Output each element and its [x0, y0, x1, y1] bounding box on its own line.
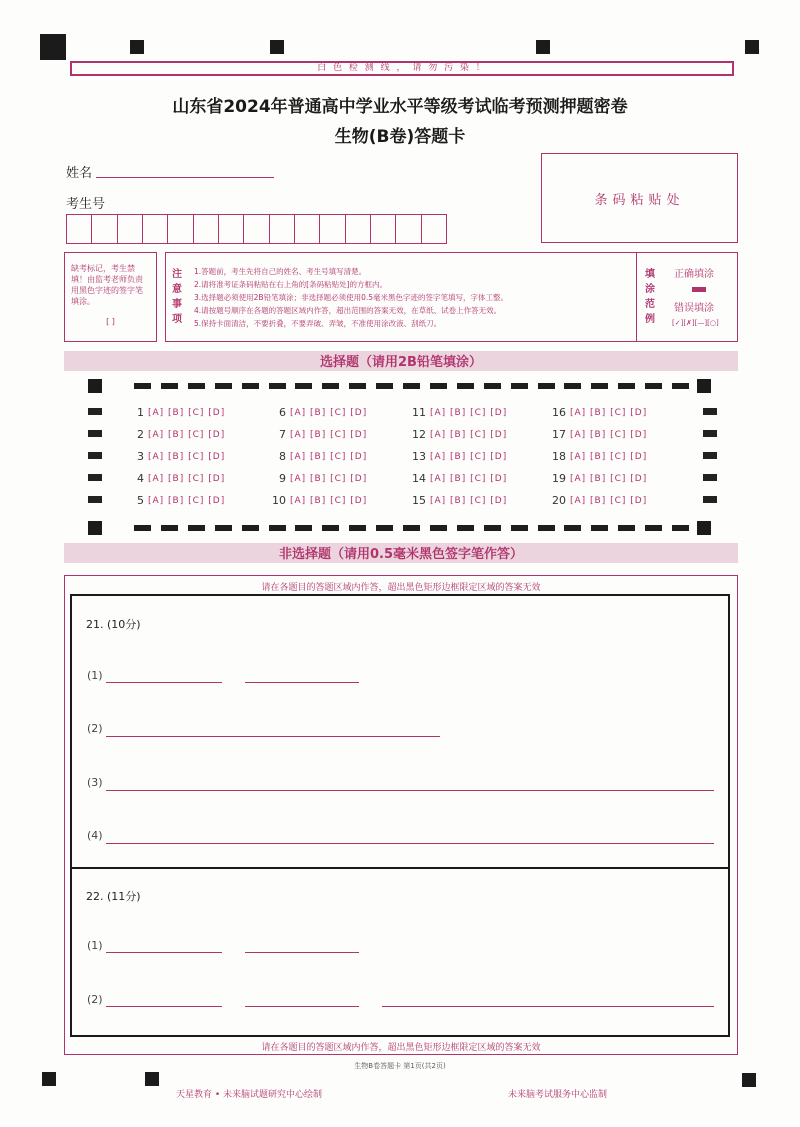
- notice-item: 1.答题前，考生先将自己的姓名、考生号填写清楚。: [194, 267, 367, 276]
- timing-dash: [430, 383, 447, 389]
- mc-question-number: 9: [279, 472, 286, 485]
- q21-part-4-label: (4): [87, 829, 103, 842]
- corner-mark-bottom-left: [42, 1072, 56, 1086]
- mc-answer-options[interactable]: [A] [B] [C] [D]: [290, 496, 368, 506]
- notice-title-char: 事: [172, 299, 182, 310]
- row-timing-mark: [703, 496, 717, 503]
- timing-dash: [134, 525, 151, 531]
- timing-dash: [215, 525, 232, 531]
- row-timing-mark: [88, 496, 102, 503]
- mc-question-number: 2: [137, 428, 144, 441]
- timing-dash: [295, 383, 312, 389]
- mc-answer-options[interactable]: [A] [B] [C] [D]: [430, 496, 508, 506]
- timing-dash: [591, 525, 608, 531]
- row-timing-mark: [88, 452, 102, 459]
- id-cell[interactable]: [295, 215, 320, 243]
- nonmc-section-header: [64, 543, 738, 563]
- timing-dash: [457, 525, 474, 531]
- timing-dash: [618, 525, 635, 531]
- mc-answer-options[interactable]: [A] [B] [C] [D]: [570, 452, 648, 462]
- id-cell[interactable]: [168, 215, 193, 243]
- timing-dash: [269, 525, 286, 531]
- absent-instructions: 缺考标记，考生禁填！由监考老师负责用黑色字迹的签字笔填涂。: [71, 264, 143, 306]
- fill-title-char: 涂: [645, 284, 655, 295]
- timing-dash: [564, 383, 581, 389]
- mc-question-number: 13: [412, 450, 426, 463]
- timing-dash: [269, 383, 286, 389]
- mc-section-title: 选择题（请用2B铅笔填涂）: [320, 355, 482, 370]
- timing-dash: [322, 383, 339, 389]
- id-cell[interactable]: [346, 215, 371, 243]
- mc-question-number: 8: [279, 450, 286, 463]
- absent-mark-box: [64, 252, 157, 342]
- timing-dash: [161, 383, 178, 389]
- mc-answer-options[interactable]: [A] [B] [C] [D]: [430, 452, 508, 462]
- id-cell[interactable]: [118, 215, 143, 243]
- notice-item: 3.选择题必须使用2B铅笔填涂；非选择题必须使用0.5毫米黑色字迹的签字笔填写，字体工整。: [194, 293, 508, 302]
- timing-dash: [322, 525, 339, 531]
- footer-left-credit: 天星教育 • 未来脑试题研究中心绘制: [176, 1090, 323, 1100]
- timing-block: [697, 521, 711, 535]
- notice-title-char: 注: [172, 269, 182, 280]
- mc-answer-options[interactable]: [A] [B] [C] [D]: [290, 430, 368, 440]
- q21-part-2-blank[interactable]: [106, 736, 440, 737]
- q21-part-3-blank[interactable]: [106, 790, 714, 791]
- id-cell[interactable]: [67, 215, 92, 243]
- notice-item: 4.请按题号顺序在各题的答题区域内作答，超出范围的答案无效，在草纸、试卷上作答无效。: [194, 306, 502, 315]
- timing-dash: [618, 383, 635, 389]
- timing-dash: [511, 383, 528, 389]
- notice-title-char: 意: [172, 284, 182, 295]
- notice-list: [194, 265, 634, 330]
- timing-dash: [215, 383, 232, 389]
- mc-answer-options[interactable]: [A] [B] [C] [D]: [570, 408, 648, 418]
- timing-dash: [161, 525, 178, 531]
- student-id-grid[interactable]: [66, 214, 447, 244]
- mc-question-number: 15: [412, 494, 426, 507]
- page-footer-number: 生物B卷答题卡 第1页(共2页): [354, 1062, 446, 1070]
- timing-dash: [403, 383, 420, 389]
- row-timing-mark: [88, 430, 102, 437]
- timing-mark-top: [745, 40, 759, 54]
- timing-dash: [484, 383, 501, 389]
- barcode-label: 条码粘贴处: [594, 192, 685, 208]
- mc-question-number: 20: [552, 494, 566, 507]
- barcode-area: [541, 153, 738, 243]
- fill-title-char: 范: [645, 299, 655, 310]
- q22-part-2-label: (2): [87, 993, 103, 1006]
- id-cell[interactable]: [270, 215, 295, 243]
- mc-question-number: 7: [279, 428, 286, 441]
- mc-answer-options[interactable]: [A] [B] [C] [D]: [430, 430, 508, 440]
- q21-part-3-label: (3): [87, 776, 103, 789]
- q22-part-2-blank-c[interactable]: [382, 1006, 714, 1007]
- q22-part-1-label: (1): [87, 939, 103, 952]
- timing-dash: [376, 383, 393, 389]
- id-cell[interactable]: [92, 215, 117, 243]
- timing-dash: [188, 525, 205, 531]
- timing-dash: [672, 525, 689, 531]
- timing-dash: [538, 383, 555, 389]
- mc-question-number: 11: [412, 406, 426, 419]
- timing-dash: [188, 383, 205, 389]
- fill-correct-sample: [692, 287, 706, 292]
- q22-part-2-blank-b[interactable]: [245, 1006, 359, 1007]
- id-cell[interactable]: [320, 215, 345, 243]
- q22-part-1-blank-b[interactable]: [245, 952, 359, 953]
- mc-answer-options[interactable]: [A] [B] [C] [D]: [148, 474, 226, 484]
- timing-dash: [430, 525, 447, 531]
- q21-part-1-blank-a[interactable]: [106, 682, 222, 683]
- mc-answer-options[interactable]: [A] [B] [C] [D]: [148, 408, 226, 418]
- fill-title-char: 例: [645, 314, 655, 325]
- timing-dash: [349, 383, 366, 389]
- mc-answer-options[interactable]: [A] [B] [C] [D]: [148, 452, 226, 462]
- corner-mark-bottom: [145, 1072, 159, 1086]
- notice-title-char: 项: [172, 314, 182, 325]
- fill-example-title: [644, 267, 656, 327]
- mc-question-number: 5: [137, 494, 144, 507]
- fill-correct-label: 正确填涂: [674, 269, 714, 280]
- timing-dash: [242, 383, 259, 389]
- id-cell[interactable]: [244, 215, 269, 243]
- mc-answer-options[interactable]: [A] [B] [C] [D]: [430, 474, 508, 484]
- page-title: 山东省2024年普通高中学业水平等级考试临考预测押题密卷: [172, 97, 628, 117]
- id-label: 考生号: [66, 197, 106, 212]
- timing-block: [88, 379, 102, 393]
- mc-question-number: 3: [137, 450, 144, 463]
- mc-answer-options[interactable]: [A] [B] [C] [D]: [570, 496, 648, 506]
- mc-question-number: 1: [137, 406, 144, 419]
- timing-dash: [376, 525, 393, 531]
- row-timing-mark: [703, 474, 717, 481]
- timing-dash: [672, 383, 689, 389]
- area-notice-bottom: 请在各题目的答题区域内作答，超出黑色矩形边框限定区域的答案无效: [261, 1043, 541, 1053]
- q21-label: 21. (10分): [86, 618, 141, 631]
- q21-part-1-label: (1): [87, 669, 103, 682]
- corner-mark-top-left: [40, 34, 66, 60]
- notice-item: 2.请将准考证条码粘贴在右上角的[条码粘贴处]的方框内。: [194, 280, 388, 289]
- mc-question-number: 6: [279, 406, 286, 419]
- timing-dash: [564, 525, 581, 531]
- nonmc-section-title: 非选择题（请用0.5毫米黑色签字笔作答）: [278, 547, 524, 562]
- timing-dash: [538, 525, 555, 531]
- fill-wrong-label: 错误填涂: [674, 303, 714, 314]
- absent-checkbox[interactable]: [ ]: [106, 317, 115, 326]
- mc-question-number: 4: [137, 472, 144, 485]
- row-timing-mark: [88, 474, 102, 481]
- mc-question-number: 16: [552, 406, 566, 419]
- mc-question-number: 10: [272, 494, 286, 507]
- row-timing-mark: [703, 430, 717, 437]
- notice-title: [171, 267, 183, 327]
- row-timing-mark: [703, 452, 717, 459]
- mc-question-number: 19: [552, 472, 566, 485]
- corner-mark-bottom-right: [742, 1073, 756, 1087]
- q21-part-2-label: (2): [87, 722, 103, 735]
- fill-title-char: 填: [645, 269, 655, 280]
- id-cell[interactable]: [219, 215, 244, 243]
- mc-answer-options[interactable]: [A] [B] [C] [D]: [290, 452, 368, 462]
- timing-dash: [295, 525, 312, 531]
- q21-answer-box[interactable]: [70, 594, 730, 869]
- id-cell[interactable]: [194, 215, 219, 243]
- q22-part-1-blank-a[interactable]: [106, 952, 222, 953]
- timing-block: [88, 521, 102, 535]
- name-label: 姓名: [66, 166, 93, 181]
- id-cell[interactable]: [371, 215, 396, 243]
- timing-dash: [134, 383, 151, 389]
- timing-dash: [457, 383, 474, 389]
- page-subtitle: 生物(B卷)答题卡: [334, 127, 466, 147]
- name-field[interactable]: [96, 177, 274, 178]
- timing-dash: [645, 383, 662, 389]
- footer-right-credit: 未来脑考试服务中心监制: [508, 1090, 608, 1100]
- timing-dash: [591, 383, 608, 389]
- mc-answer-options[interactable]: [A] [B] [C] [D]: [290, 408, 368, 418]
- timing-dash: [349, 525, 366, 531]
- timing-dash: [645, 525, 662, 531]
- mc-answer-options[interactable]: [A] [B] [C] [D]: [570, 474, 648, 484]
- id-cell[interactable]: [396, 215, 421, 243]
- timing-mark-top: [270, 40, 284, 54]
- timing-block: [697, 379, 711, 393]
- fill-example-divider: [636, 253, 637, 341]
- q21-part-4-blank[interactable]: [106, 843, 714, 844]
- q22-label: 22. (11分): [86, 890, 141, 903]
- id-cell[interactable]: [143, 215, 168, 243]
- fill-wrong-samples: [✓][✗][—][○]: [672, 319, 719, 327]
- mc-question-number: 17: [552, 428, 566, 441]
- notice-item: 5.保持卡面清洁，不要折叠，不要弄破、弄皱，不准使用涂改液、刮纸刀。: [194, 319, 442, 328]
- timing-mark-top: [536, 40, 550, 54]
- timing-dash: [403, 525, 420, 531]
- timing-mark-top: [130, 40, 144, 54]
- mc-answer-options[interactable]: [A] [B] [C] [D]: [570, 430, 648, 440]
- timing-dash: [242, 525, 259, 531]
- mc-answer-options[interactable]: [A] [B] [C] [D]: [290, 474, 368, 484]
- area-notice-top: 请在各题目的答题区域内作答，超出黑色矩形边框限定区域的答案无效: [261, 583, 541, 593]
- notice-box: [165, 252, 738, 342]
- mc-question-number: 18: [552, 450, 566, 463]
- mc-answer-options[interactable]: [A] [B] [C] [D]: [430, 408, 508, 418]
- timing-dash: [484, 525, 501, 531]
- mc-question-number: 14: [412, 472, 426, 485]
- row-timing-mark: [703, 408, 717, 415]
- timing-dash: [511, 525, 528, 531]
- mc-answer-options[interactable]: [A] [B] [C] [D]: [148, 430, 226, 440]
- mc-section-header: [64, 351, 738, 371]
- q21-part-1-blank-b[interactable]: [245, 682, 359, 683]
- q22-part-2-blank-a[interactable]: [106, 1006, 222, 1007]
- id-cell[interactable]: [422, 215, 446, 243]
- mc-question-number: 12: [412, 428, 426, 441]
- mc-answer-options[interactable]: [A] [B] [C] [D]: [148, 496, 226, 506]
- detection-line-banner: [70, 61, 734, 76]
- row-timing-mark: [88, 408, 102, 415]
- banner-text: 白 色 检 测 线 ， 请 勿 污 染 ！: [317, 63, 487, 73]
